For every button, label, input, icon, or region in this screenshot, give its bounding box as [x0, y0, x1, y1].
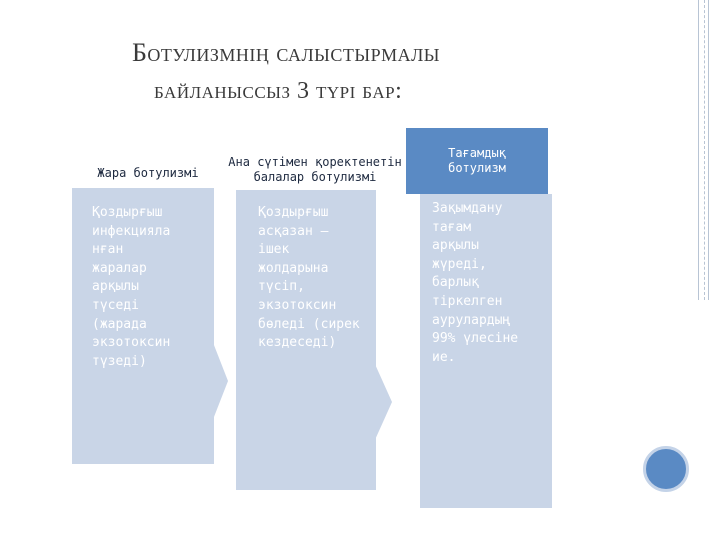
title-line-1: Ботулизмнің салыстырмалы [132, 38, 440, 67]
column-2-heading: Ана сүтімен қоректенетін балалар ботулизмі [222, 150, 408, 190]
column-3-heading: Тағамдық ботулизм [406, 128, 548, 194]
column-1-arrow [212, 340, 228, 422]
decorative-line [708, 0, 709, 300]
column-2-arrow [374, 362, 392, 442]
decorative-line [698, 0, 699, 300]
column-1-body: Қоздырғыш инфекцияла нған жаралар арқылы түседі (жарада экзотоксин түзеді) [92, 205, 171, 369]
title-line-2: байланыссыз 3 түрі бар: [154, 78, 403, 104]
column-1-heading: Жара ботулизмі [78, 158, 218, 188]
decorative-line [704, 0, 705, 300]
decorative-circle [643, 446, 689, 492]
column-3-body: Зақымдану тағам арқылы жүреді, барлық тіркелген аурулардың 99% үлесіне ие. [432, 201, 519, 365]
column-2-body: Қоздырғыш асқазан – ішек жолдарына түсіп, экзотоксин бөледі (сирек кездеседі) [258, 205, 360, 351]
